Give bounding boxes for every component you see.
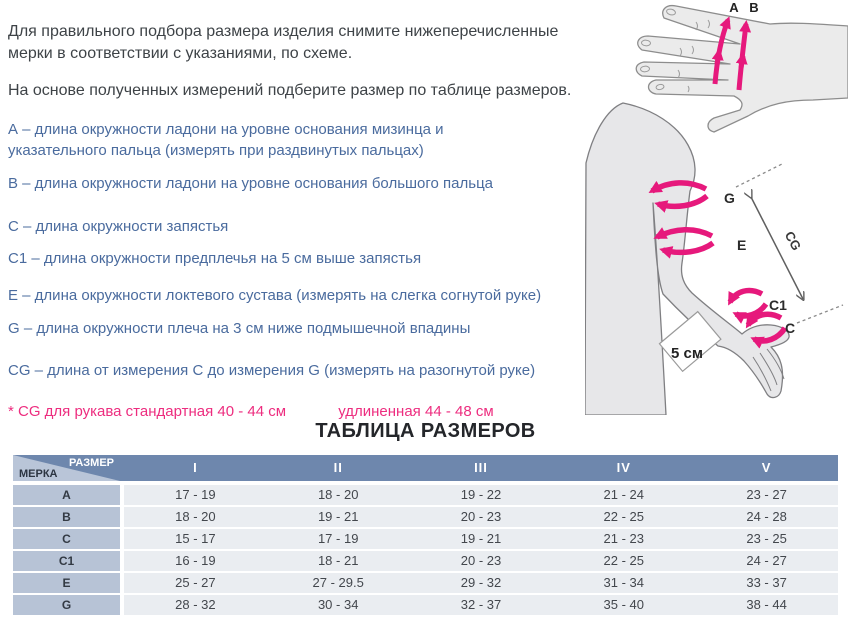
row-label: Е	[13, 573, 120, 593]
column-header-1: I	[193, 460, 198, 475]
cell: 32 - 37	[410, 595, 553, 615]
table-row	[13, 551, 838, 571]
size-table-header	[13, 455, 838, 481]
cell: 18 - 20	[124, 507, 267, 527]
cell: 38 - 44	[695, 595, 838, 615]
corner-label-size: РАЗМЕР	[68, 457, 115, 469]
row-label: В	[13, 507, 120, 527]
corner-label-measure: МЕРКА	[19, 468, 58, 480]
row-values	[124, 485, 838, 505]
arm-label-c: C	[785, 320, 796, 336]
cell: 25 - 27	[124, 573, 267, 593]
cell: 28 - 32	[124, 595, 267, 615]
measurement-item-c: С – длина окружности запястья	[8, 218, 229, 235]
measure-band-a-mid-arrow	[717, 52, 719, 64]
measure-band-b-mid-arrow	[741, 56, 743, 68]
table-row	[13, 573, 838, 593]
arm-label-e: E	[737, 237, 747, 253]
cell: 31 - 34	[552, 573, 695, 593]
cell: 17 - 19	[267, 529, 410, 549]
cell: 16 - 19	[124, 551, 267, 571]
size-table	[13, 455, 838, 617]
row-label: С	[13, 529, 120, 549]
cg-footnote-standard: * CG для рукава стандартная 40 - 44 см	[8, 403, 287, 420]
column-header-4: IV	[616, 460, 631, 475]
row-label: С1	[13, 551, 120, 571]
cell: 27 - 29.5	[267, 573, 410, 593]
column-header-2: II	[333, 460, 343, 475]
cell: 22 - 25	[552, 507, 695, 527]
cell: 18 - 21	[267, 551, 410, 571]
measurement-item-e: Е – длина окружности локтевого сустава (измерять на слегка согнутой руке)	[8, 287, 542, 304]
cell: 21 - 24	[552, 485, 695, 505]
row-values	[124, 529, 838, 549]
arm-label-cg: CG	[781, 228, 805, 254]
cg-dashed-bottom	[797, 305, 843, 323]
cell: 23 - 27	[695, 485, 838, 505]
measurement-item-c1: С1 – длина окружности предплечья на 5 см выше запястья	[8, 250, 422, 267]
intro-paragraph-1: Для правильного подбора размера изделия снимите нижеперечисленные мерки в соответствии с указаниями, по схеме.	[8, 23, 559, 62]
row-values	[124, 595, 838, 615]
cg-footnote-elongated: удлиненная 44 - 48 см	[338, 403, 494, 420]
cell: 15 - 17	[124, 529, 267, 549]
size-column-headers	[124, 455, 838, 481]
cell: 30 - 34	[267, 595, 410, 615]
column-header-5: V	[761, 460, 772, 475]
arm-label-5cm: 5 см	[671, 345, 703, 362]
table-row	[13, 529, 838, 549]
ring-c1-top	[730, 291, 762, 302]
row-values	[124, 573, 838, 593]
cell: 20 - 23	[410, 507, 553, 527]
cell: 24 - 28	[695, 507, 838, 527]
cell: 20 - 23	[410, 551, 553, 571]
table-row	[13, 595, 838, 615]
cell: 24 - 27	[695, 551, 838, 571]
row-label: G	[13, 595, 120, 615]
cell: 19 - 21	[267, 507, 410, 527]
hand-label-a: A	[729, 0, 739, 15]
table-row	[13, 507, 838, 527]
cg-footnote	[8, 403, 494, 420]
cell: 23 - 25	[695, 529, 838, 549]
cell: 19 - 21	[410, 529, 553, 549]
row-values	[124, 551, 838, 571]
measurement-item-a: А – длина окружности ладони на уровне основания мизинца и указательного пальца (измерять при раздвинутых пальцах)	[8, 121, 444, 159]
cell: 17 - 19	[124, 485, 267, 505]
intro-paragraph-2: На основе полученных измерений подберите размер по таблице размеров.	[8, 82, 572, 99]
measurement-item-g: G – длина окружности плеча на 3 см ниже подмышечной впадины	[8, 320, 471, 337]
cell: 19 - 22	[410, 485, 553, 505]
cell: 29 - 32	[410, 573, 553, 593]
cell: 35 - 40	[552, 595, 695, 615]
size-table-title: ТАБЛИЦА РАЗМЕРОВ	[315, 420, 536, 442]
arm-measurement-diagram	[585, 95, 848, 415]
size-table-corner-cell	[13, 455, 120, 481]
arm-label-g: G	[724, 190, 735, 206]
row-values	[124, 507, 838, 527]
table-row	[13, 485, 838, 505]
measurement-item-b: В – длина окружности ладони на уровне основания большого пальца	[8, 175, 494, 192]
cell: 22 - 25	[552, 551, 695, 571]
cell: 18 - 20	[267, 485, 410, 505]
measurement-item-cg: CG – длина от измерения С до измерения G (измерять на разогнутой руке)	[8, 362, 536, 379]
arm-label-c1: C1	[769, 297, 787, 313]
cell: 33 - 37	[695, 573, 838, 593]
cg-dashed-top	[736, 164, 782, 187]
hand-label-b: B	[749, 0, 759, 15]
column-header-3: III	[474, 460, 488, 475]
row-label: А	[13, 485, 120, 505]
cell: 21 - 23	[552, 529, 695, 549]
